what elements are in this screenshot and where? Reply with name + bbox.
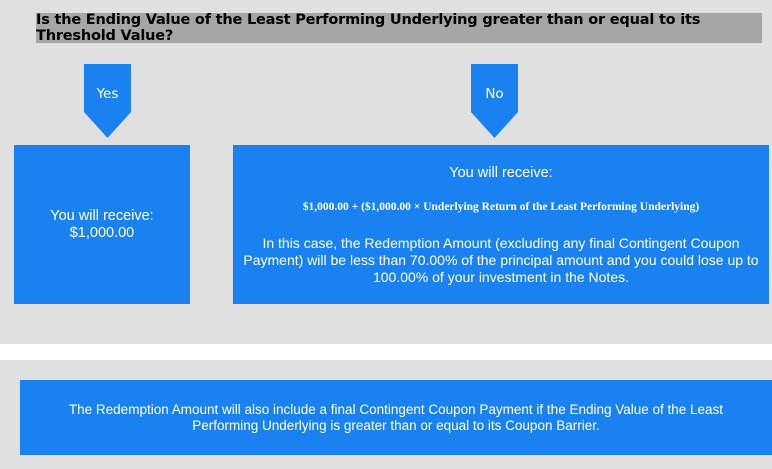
yes-arrow [84, 64, 131, 138]
question-banner: Is the Ending Value of the Least Performing Underlying greater than or equal to its Threshold Value? [36, 13, 762, 43]
loss-explanation: In this case, the Redemption Amount (excluding any final Contingent Coupon Payment) will be less than 70.00% of the principal amount and you could lose up to 100.00% of your investment in the Notes. [243, 235, 759, 285]
no-arrow [471, 64, 518, 138]
no-outcome-box [233, 145, 769, 304]
coupon-note-text: The Redemption Amount will also include a final Contingent Coupon Payment if the Ending Value of the Least Performing Underlying is greater than or equal to its Coupon Barrier. [68, 401, 724, 433]
yes-receive-text: You will receive: [50, 207, 154, 224]
redemption-formula: $1,000.00 + ($1,000.00 × Underlying Return of the Least Performing Underlying) [302, 201, 700, 213]
yes-label: Yes [96, 86, 119, 102]
yes-outcome-box [14, 145, 190, 304]
coupon-note-box [20, 380, 772, 455]
no-label: No [485, 86, 504, 102]
yes-amount-text: $1,000.00 [69, 224, 135, 241]
no-receive-text: You will receive: [449, 165, 553, 181]
